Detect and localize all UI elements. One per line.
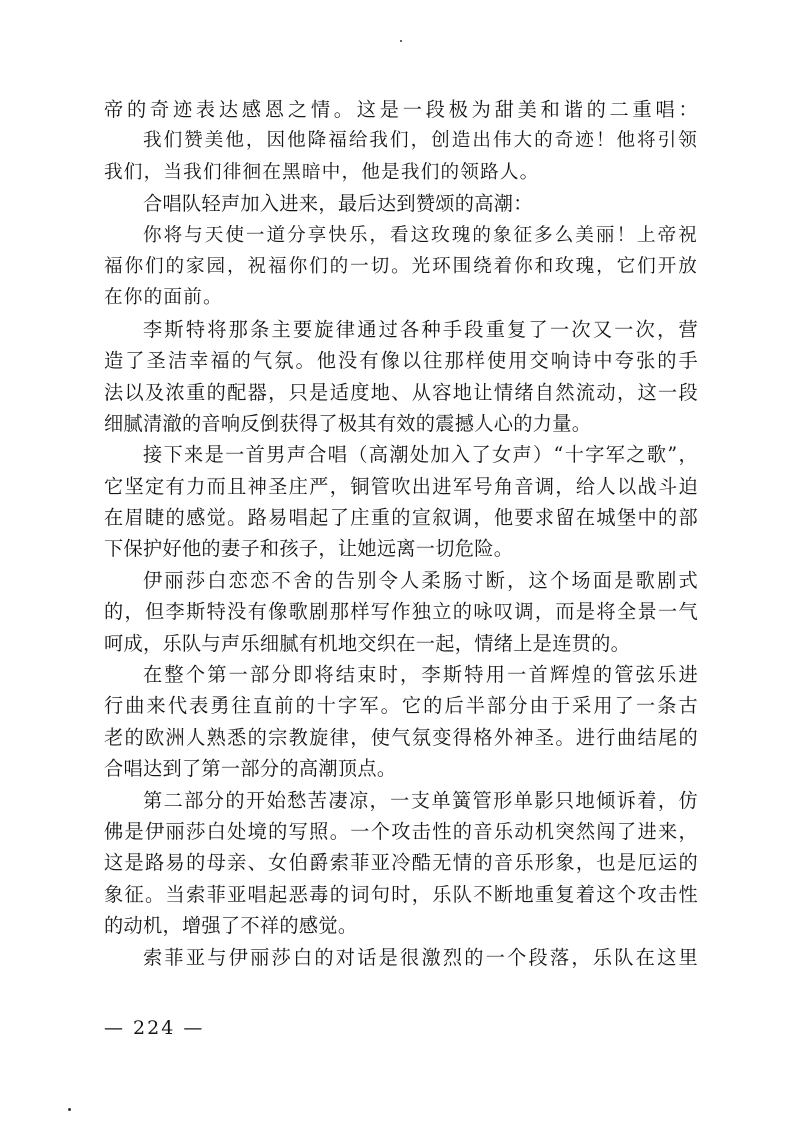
text-line: 索菲亚与伊丽莎白的对话是很激烈的一个段落，乐队在这里 <box>143 945 698 969</box>
text-line: 在整个第一部分即将结束时，李斯特用一首辉煌的管弦乐进 <box>143 663 698 687</box>
text-line: 它坚定有力而且神圣庄严，铜管吹出进军号角音调，给人以战斗迫 <box>104 474 698 498</box>
text-line: 佛是伊丽莎白处境的写照。一个攻击性的音乐动机突然闯了进来， <box>104 819 698 843</box>
text-line: 老的欧洲人熟悉的宗教旋律，使气氛变得格外神圣。进行曲结尾的 <box>104 725 698 749</box>
page-number: — 224 — <box>104 1017 205 1039</box>
text-line: 的，但李斯特没有像歌剧那样写作独立的咏叹调，而是将全景一气 <box>104 600 698 624</box>
text-line: 细腻清澈的音响反倒获得了极其有效的震撼人心的力量。 <box>104 411 592 435</box>
text-line: 造了圣洁幸福的气氛。他没有像以往那样使用交响诗中夸张的手 <box>104 349 698 373</box>
text-line: 下保护好他的妻子和孩子，让她远离一切危险。 <box>104 537 514 561</box>
text-line: 在你的面前。 <box>104 287 223 309</box>
text-line: 法以及浓重的配器，只是适度地、从容地让情绪自然流动，这一段 <box>104 380 698 404</box>
text-line: 象征。当索菲亚唱起恶毒的词句时，乐队不断地重复着这个攻击性 <box>104 882 698 906</box>
scan-speck <box>68 1108 71 1111</box>
text-line: 你将与天使一道分享快乐，看这玫瑰的象征多么美丽！上帝祝 <box>143 224 698 246</box>
body-text <box>104 94 698 973</box>
text-line: 帝的奇迹表达感恩之情。这是一段极为甜美和谐的二重唱： <box>104 98 698 121</box>
text-line: 这是路易的母亲、女伯爵索菲亚冷酷无情的音乐形象，也是厄运的 <box>104 851 698 875</box>
text-line: 呵成，乐队与声乐细腻有机地交织在一起，情绪上是连贯的。 <box>104 631 631 655</box>
text-line: 在眉睫的感觉。路易唱起了庄重的宣叙调，他要求留在城堡中的部 <box>104 506 698 530</box>
text-line: 合唱队轻声加入进来，最后达到赞颂的高潮： <box>143 192 533 216</box>
scan-speck <box>400 40 402 42</box>
text-line: 我们，当我们徘徊在黑暗中，他是我们的领路人。 <box>104 161 540 183</box>
text-line: 我们赞美他，因他降福给我们，创造出伟大的奇迹！他将引领 <box>143 130 698 152</box>
text-line: 第二部分的开始愁苦凄凉，一支单簧管形单影只地倾诉着，仿 <box>143 788 698 812</box>
text-line: 接下来是一首男声合唱（高潮处加入了女声）“十字军之歌”， <box>143 443 698 467</box>
text-line: 福你们的家园，祝福你们的一切。光环围绕着你和玫瑰，它们开放 <box>104 255 698 277</box>
text-line: 行曲来代表勇往直前的十字军。它的后半部分由于采用了一条古 <box>104 694 698 718</box>
text-line: 的动机，增强了不祥的感觉。 <box>104 914 358 938</box>
text-line: 李斯特将那条主要旋律通过各种手段重复了一次又一次，营 <box>143 317 698 341</box>
text-line: 合唱达到了第一部分的高潮顶点。 <box>104 757 397 781</box>
text-line: 伊丽莎白恋恋不舍的告别令人柔肠寸断，这个场面是歌剧式 <box>143 568 698 592</box>
